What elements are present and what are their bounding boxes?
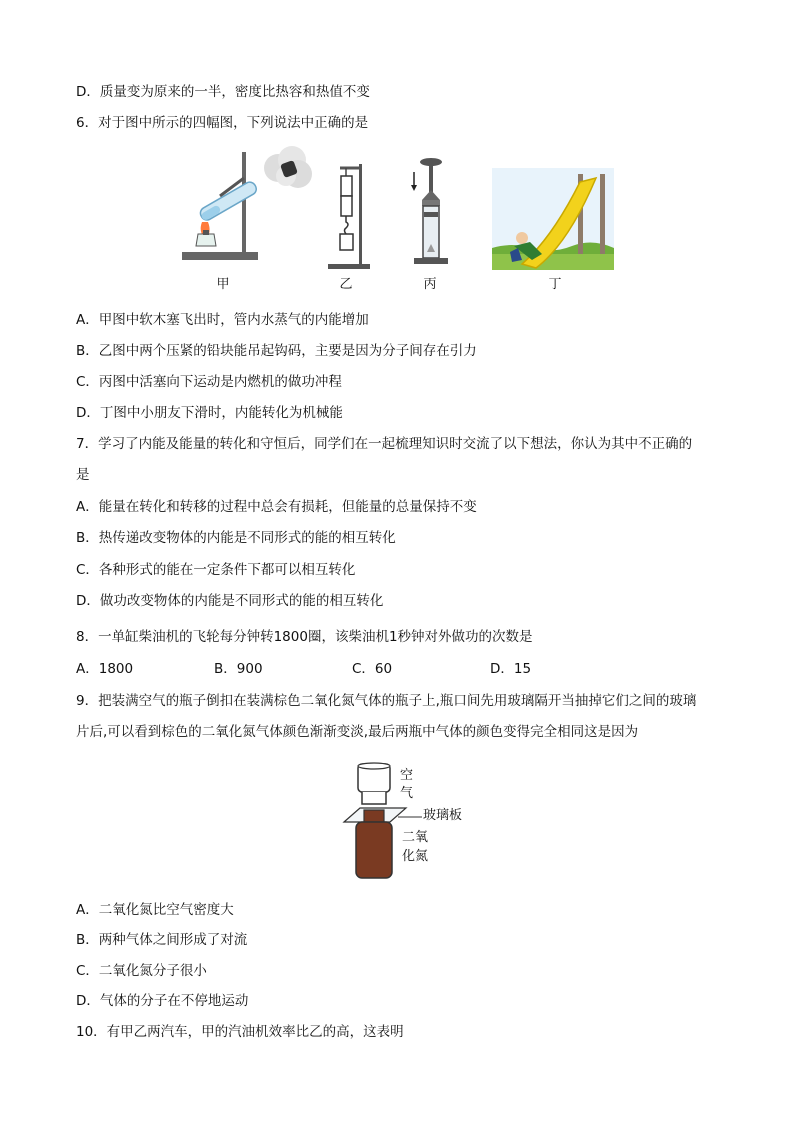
lead-block-lower	[341, 196, 352, 216]
figure-jia-test-tube-cork	[176, 148, 271, 270]
q6-option-d: D．丁图中小朋友下滑时，内能转化为机械能	[76, 405, 343, 421]
stand-rod	[242, 152, 246, 254]
q9-option-d: D．气体的分子在不停地运动	[76, 993, 249, 1009]
q8-options	[76, 659, 716, 679]
label-glass-plate: 玻璃板	[423, 808, 463, 823]
q6-option-c: C．丙图中活塞向下运动是内燃机的做功冲程	[76, 374, 342, 390]
no2-bottle-body	[356, 822, 392, 878]
q7-option-d: D．做功改变物体的内能是不同形式的能的相互转化	[76, 593, 384, 609]
label-no2-1: 二氧	[402, 830, 429, 845]
q7-option-b: B．热传递改变物体的内能是不同形式的能的相互转化	[76, 530, 396, 546]
label-air-2: 气	[400, 786, 414, 801]
figure-yi-lead-blocks	[326, 160, 376, 270]
q9-stem-line2: 片后,可以看到棕色的二氧化氮气体颜色渐渐变淡,最后两瓶中气体的颜色变得完全相同这是因为	[76, 724, 639, 740]
test-tube	[198, 180, 258, 222]
lamp-wick	[203, 230, 209, 235]
fig-label-ding: 丁	[548, 277, 562, 292]
fig-label-bing: 丙	[423, 277, 437, 292]
air-bottle-neck	[362, 792, 386, 804]
glass-plate-pointer	[398, 814, 422, 820]
figure-bing-piston-syringe	[408, 156, 454, 272]
q7-option-c: C．各种形式的能在一定条件下都可以相互转化	[76, 562, 356, 578]
alcohol-lamp	[196, 234, 216, 246]
hook	[345, 216, 349, 234]
q6-stem: 6．对于图中所示的四幅图，下列说法中正确的是	[76, 115, 369, 131]
q8-option-c: C．60	[352, 661, 393, 677]
child-head	[516, 232, 528, 244]
q7-option-a: A．能量在转化和转移的过程中总会有损耗，但能量的总量保持不变	[76, 499, 477, 515]
q8-option-a: A．1800	[76, 661, 134, 677]
stand-base	[182, 252, 258, 260]
q8-option-b: B．900	[214, 661, 263, 677]
fig-label-jia: 甲	[216, 277, 230, 292]
q9-stem-line1: 9．把装满空气的瓶子倒扣在装满棕色二氧化氮气体的瓶子上,瓶口间先用玻璃隔开当抽掉它们之间的玻璃	[76, 693, 697, 709]
prev-option-d: D．质量变为原来的一半，密度比热容和热值不变	[76, 84, 370, 100]
figure-ding-slide	[492, 168, 614, 270]
q7-stem-line2: 是	[76, 467, 90, 483]
steam-cloud	[258, 142, 318, 194]
label-no2-2: 化氮	[402, 849, 429, 864]
q10-stem: 10．有甲乙两汽车，甲的汽油机效率比乙的高，这表明	[76, 1024, 404, 1040]
q6-option-b: B．乙图中两个压紧的铅块能吊起钩码，主要是因为分子间存在引力	[76, 343, 477, 359]
q7-stem-line1: 7．学习了内能及能量的转化和守恒后，同学们在一起梳理知识时交流了以下想法，你认为其中不正确的	[76, 436, 693, 452]
fig-label-yi: 乙	[339, 277, 353, 292]
q6-option-a: A．甲图中软木塞飞出时，管内水蒸气的内能增加	[76, 312, 369, 328]
q9-option-b: B．两种气体之间形成了对流	[76, 932, 248, 948]
q9-option-c: C．二氧化氮分子很小	[76, 963, 207, 979]
label-air-1: 空	[400, 768, 414, 783]
q8-option-d: D．15	[490, 661, 532, 677]
q8-stem: 8．一单缸柴油机的飞轮每分钟转1800圈，该柴油机1秒钟对外做功的次数是	[76, 629, 533, 645]
lead-block-upper	[341, 176, 352, 196]
weight	[340, 234, 353, 250]
q9-option-a: A．二氧化氮比空气密度大	[76, 902, 234, 918]
no2-bottle-neck	[364, 810, 384, 822]
